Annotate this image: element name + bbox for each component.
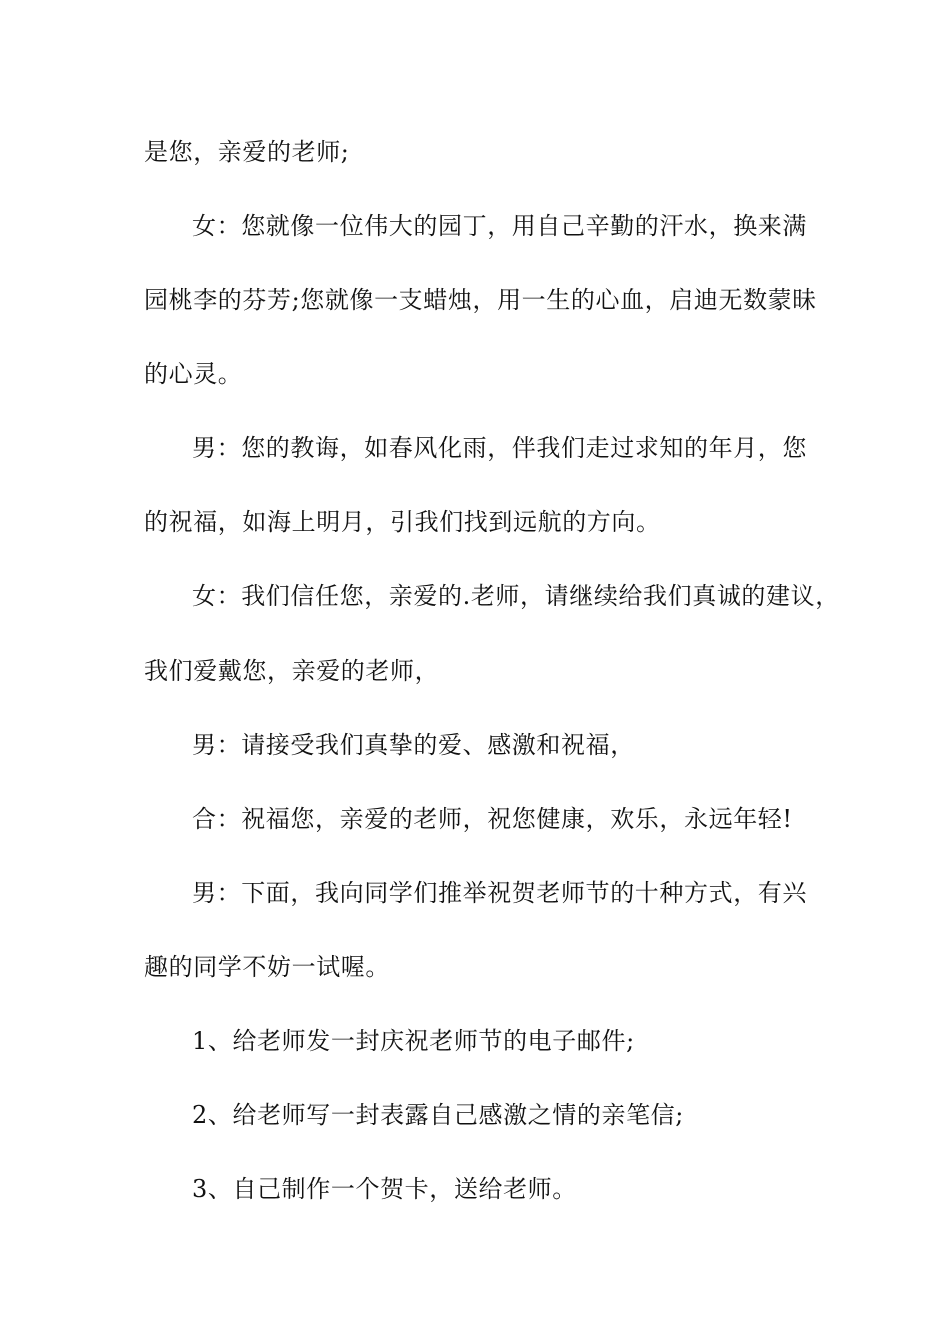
text-line: 的祝福，如海上明月，引我们找到远航的方向。	[144, 508, 661, 536]
text-line: 园桃李的芬芳;您就像一支蜡烛，用一生的心血，启迪无数蒙昧	[144, 286, 817, 314]
text-line: 男：请接受我们真挚的爱、感激和祝福，	[192, 731, 635, 759]
text-line: 1、给老师发一封庆祝老师节的电子邮件;	[192, 1027, 635, 1055]
text-line: 3、自己制作一个贺卡，送给老师。	[192, 1175, 577, 1203]
text-line: 2、给老师写一封表露自己感激之情的亲笔信;	[192, 1101, 684, 1129]
text-line: 合：祝福您，亲爱的老师，祝您健康，欢乐，永远年轻!	[192, 805, 793, 833]
text-line: 我们爱戴您，亲爱的老师，	[144, 657, 440, 685]
text-line: 是您，亲爱的老师;	[144, 138, 350, 166]
text-line: 男：您的教诲，如春风化雨，伴我们走过求知的年月，您	[192, 434, 807, 462]
text-line: 男：下面，我向同学们推举祝贺老师节的十种方式，有兴	[192, 879, 807, 907]
text-line: 女：您就像一位伟大的园丁，用自己辛勤的汗水，换来满	[192, 212, 807, 240]
text-line: 的心灵。	[144, 360, 243, 388]
text-line: 女：我们信任您，亲爱的.老师，请继续给我们真诚的建议，	[192, 582, 840, 610]
text-line: 趣的同学不妨一试喔。	[144, 953, 390, 981]
